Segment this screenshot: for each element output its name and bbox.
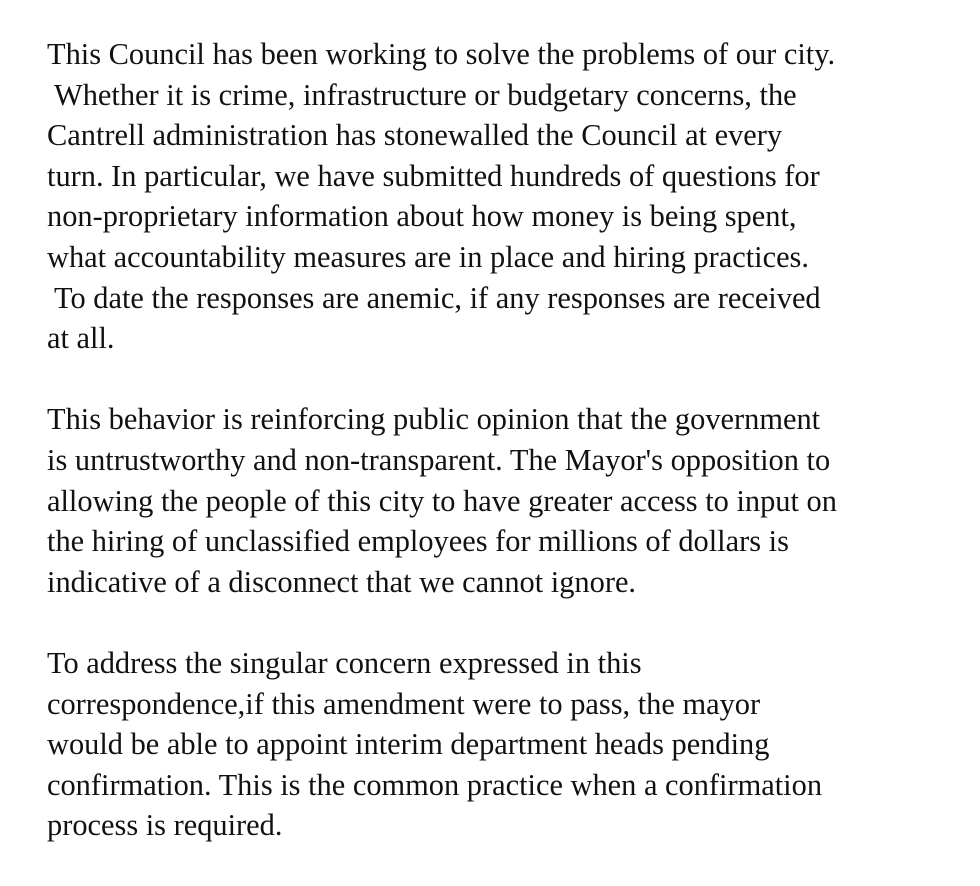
paragraph-1	[47, 34, 972, 359]
text-line: indicative of a disconnect that we cannot ignore.	[47, 564, 637, 599]
text-line: Cantrell administration has stonewalled the Council at every	[47, 118, 783, 153]
text-line: correspondence,if this amendment were to pass, the mayor	[47, 686, 761, 721]
text-line: Whether it is crime, infrastructure or budgetary concerns, the	[47, 77, 797, 112]
text-line: allowing the people of this city to have greater access to input on	[47, 483, 837, 518]
text-line: is untrustworthy and non-transparent. The Mayor's opposition to	[47, 442, 831, 477]
text-line: what accountability measures are in place and hiring practices.	[47, 239, 809, 274]
text-line: process is required.	[47, 808, 283, 843]
text-line: To address the singular concern expressed in this	[47, 645, 642, 680]
text-line: confirmation. This is the common practice when a confirmation	[47, 767, 823, 802]
text-line: This behavior is reinforcing public opinion that the government	[47, 402, 821, 437]
text-line: would be able to appoint interim department heads pending	[47, 727, 770, 762]
document-body	[47, 34, 972, 886]
text-line: turn. In particular, we have submitted hundreds of questions for	[47, 158, 820, 193]
text-line: at all.	[47, 321, 115, 356]
text-line: non-proprietary information about how money is being spent,	[47, 199, 797, 234]
paragraph-3	[47, 643, 972, 846]
text-line: the hiring of unclassified employees for millions of dollars is	[47, 524, 789, 559]
text-line: This Council has been working to solve the problems of our city.	[47, 37, 836, 71]
text-line: To date the responses are anemic, if any responses are received	[47, 280, 821, 315]
paragraph-2	[47, 399, 972, 602]
